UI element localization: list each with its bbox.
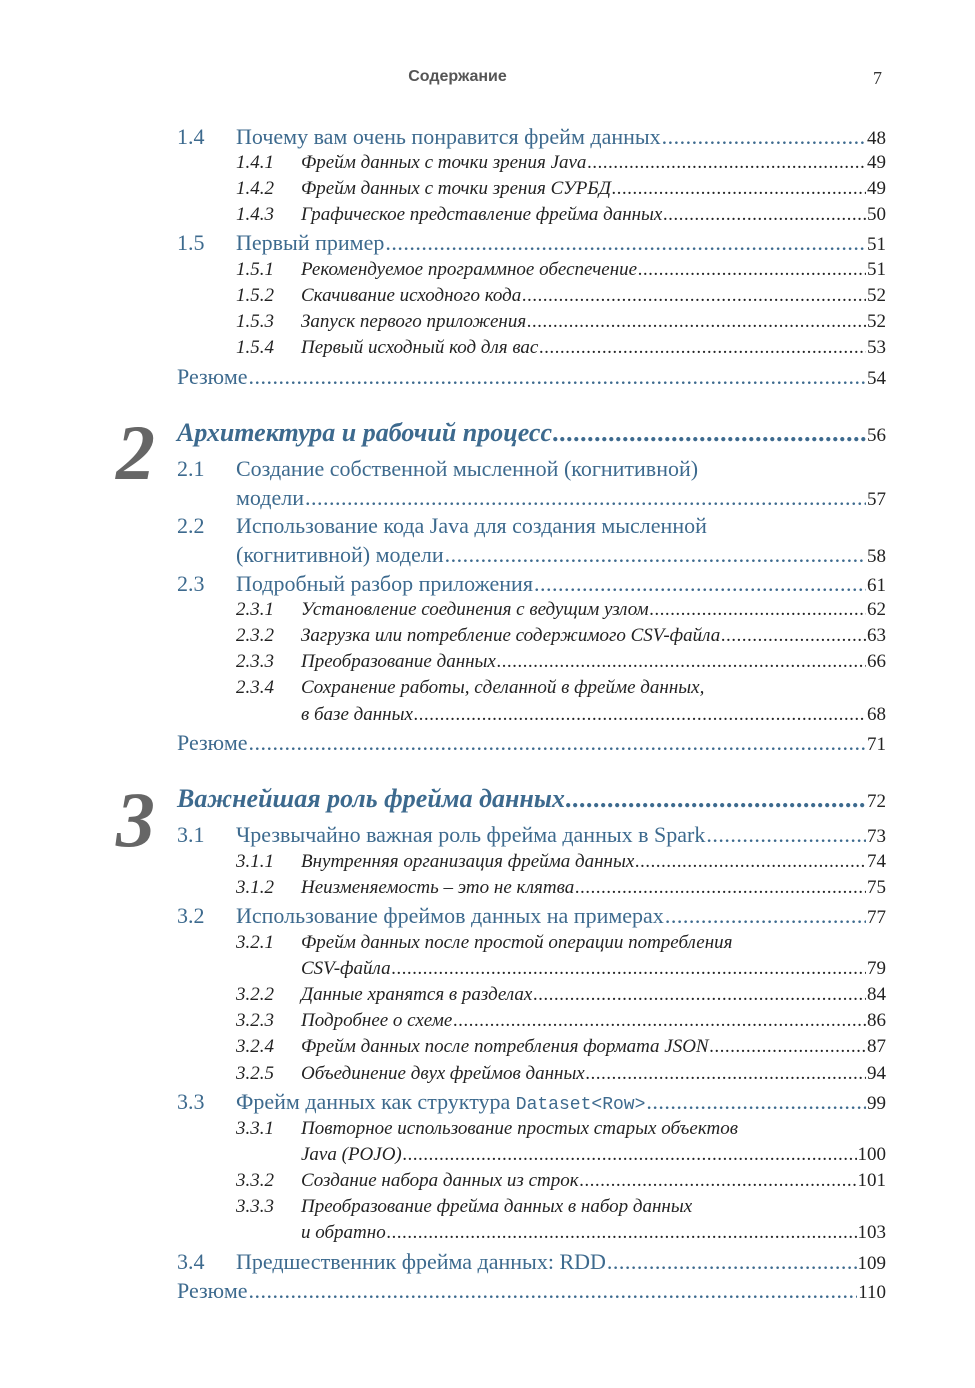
page-ref: 87 — [867, 1036, 886, 1057]
dot-leader — [607, 1249, 857, 1275]
subsection-number: 2.3.3 — [236, 651, 274, 672]
dot-leader — [665, 903, 866, 929]
dot-leader — [646, 1089, 866, 1115]
subsection-title-line-2: Java (POJO) — [301, 1144, 402, 1165]
subsection-number: 1.5.4 — [236, 337, 274, 358]
dot-leader — [387, 1222, 857, 1244]
page-ref: 79 — [867, 958, 886, 979]
dot-leader — [522, 285, 866, 307]
section-number: 3.4 — [177, 1249, 205, 1274]
dot-leader — [710, 1036, 866, 1058]
subsection-title: Неизменяемость – это не клятва — [301, 877, 575, 898]
dot-leader — [662, 124, 866, 150]
section-title: Предшественник фрейма данных: RDD — [236, 1249, 606, 1274]
subsection-number: 1.4.3 — [236, 204, 274, 225]
subsection-title: Установление соединения с ведущим узлом — [301, 599, 649, 620]
dot-leader — [385, 230, 866, 256]
page-ref: 62 — [867, 599, 886, 620]
subsection-title-line-1: Преобразование фрейма данных в набор данных — [301, 1196, 693, 1217]
page-ref: 101 — [857, 1170, 886, 1191]
subsection-number: 3.3.2 — [236, 1170, 274, 1191]
page-ref: 74 — [867, 851, 886, 872]
dot-leader — [721, 625, 866, 647]
page-ref: 109 — [857, 1253, 886, 1274]
page-ref: 110 — [858, 1282, 886, 1303]
dot-leader — [650, 599, 866, 621]
subsection-title: Скачивание исходного кода — [301, 285, 522, 306]
subsection-title: Создание набора данных из строк — [301, 1170, 579, 1191]
page-ref: 49 — [867, 152, 886, 173]
subsection-number: 2.3.1 — [236, 599, 274, 620]
page-ref: 66 — [867, 651, 886, 672]
section-title-line-2: модели — [236, 485, 304, 510]
dot-leader — [249, 364, 866, 390]
chapter-number: 3 — [116, 776, 155, 863]
subsection-title-line-2: и обратно — [301, 1222, 386, 1243]
page-ref: 94 — [867, 1063, 886, 1084]
subsection-number: 1.5.1 — [236, 259, 274, 280]
page-number: 7 — [873, 68, 882, 88]
running-title: Содержание — [408, 68, 507, 85]
subsection-number: 3.2.1 — [236, 932, 274, 953]
subsection-number: 3.3.3 — [236, 1196, 274, 1217]
subsection-title: Преобразование данных — [301, 651, 496, 672]
subsection-title: Объединение двух фреймов данных — [301, 1063, 585, 1084]
section-number: 2.3 — [177, 571, 205, 596]
dot-leader — [566, 784, 866, 814]
section-number: 1.4 — [177, 124, 205, 149]
page-ref: 71 — [867, 734, 886, 755]
subsection-number: 3.2.3 — [236, 1010, 274, 1031]
page-ref: 49 — [867, 178, 886, 199]
page-ref: 63 — [867, 625, 886, 646]
subsection-title: Загрузка или потребление содержимого CSV-файла — [301, 625, 721, 646]
page-ref: 68 — [867, 704, 886, 725]
subsection-title-line-1: Повторное использование простых старых объектов — [301, 1118, 738, 1139]
page-ref: 48 — [867, 128, 886, 149]
dot-leader — [392, 958, 866, 980]
subsection-title: Графическое представление фрейма данных — [301, 204, 663, 225]
subsection-number: 1.4.1 — [236, 152, 274, 173]
subsection-number: 3.3.1 — [236, 1118, 274, 1139]
page-ref: 54 — [867, 368, 886, 389]
chapter-title: Архитектура и рабочий процесс — [177, 418, 552, 447]
subsection-number: 1.5.3 — [236, 311, 274, 332]
section-number: 3.1 — [177, 822, 205, 847]
dot-leader — [706, 822, 866, 848]
dot-leader — [527, 311, 866, 333]
dot-leader — [445, 542, 866, 568]
dot-leader — [305, 485, 866, 511]
subsection-title: Фрейм данных с точки зрения СУРБД — [301, 178, 611, 199]
page-ref: 61 — [867, 575, 886, 596]
section-number: 3.2 — [177, 903, 205, 928]
chapter-number: 2 — [116, 409, 155, 496]
dot-leader — [539, 337, 866, 359]
subsection-title: Первый исходный код для вас — [301, 337, 539, 358]
page-ref: 51 — [867, 259, 886, 280]
subsection-number: 3.2.5 — [236, 1063, 274, 1084]
section-title-line-1: Использование кода Java для создания мысленной — [236, 513, 707, 538]
dot-leader — [553, 418, 866, 448]
section-number: 1.5 — [177, 230, 205, 255]
summary-title: Резюме — [177, 1278, 248, 1303]
dot-leader — [249, 1278, 858, 1304]
dot-leader — [580, 1170, 857, 1192]
dot-leader — [534, 571, 866, 597]
subsection-title: Фрейм данных с точки зрения Java — [301, 152, 587, 173]
section-title-line-2: (когнитивной) модели — [236, 542, 444, 567]
dot-leader — [403, 1144, 857, 1166]
subsection-title-line-2: CSV-файла — [301, 958, 391, 979]
dot-leader — [497, 651, 866, 673]
section-title-line-1: Создание собственной мысленной (когнитивной) — [236, 456, 699, 481]
dot-leader — [533, 984, 866, 1006]
page-ref: 84 — [867, 984, 886, 1005]
dot-leader — [586, 1063, 866, 1085]
subsection-title: Рекомендуемое программное обеспечение — [301, 259, 638, 280]
page-ref: 103 — [857, 1222, 886, 1243]
section-title: Чрезвычайно важная роль фрейма данных в Spark — [236, 822, 706, 847]
page-ref: 50 — [867, 204, 886, 225]
page-ref: 72 — [867, 791, 886, 812]
section-title-text: Фрейм данных как структура — [236, 1089, 511, 1114]
dot-leader — [612, 178, 866, 200]
page-ref: 56 — [867, 425, 886, 446]
page-ref: 58 — [867, 546, 886, 567]
section-title: Подробный разбор приложения — [236, 571, 533, 596]
subsection-title-line-2: в базе данных — [301, 704, 413, 725]
subsection-title-line-1: Фрейм данных после простой операции потребления — [301, 932, 733, 953]
subsection-title: Внутренняя организация фрейма данных — [301, 851, 635, 872]
page-ref: 52 — [867, 311, 886, 332]
page-ref: 100 — [857, 1144, 886, 1165]
section-number: 2.2 — [177, 513, 205, 538]
dot-leader — [249, 730, 866, 756]
dot-leader — [635, 851, 866, 873]
subsection-number: 3.1.2 — [236, 877, 274, 898]
dot-leader — [575, 877, 866, 899]
subsection-number: 2.3.4 — [236, 677, 274, 698]
dot-leader — [638, 259, 866, 281]
section-title: Использование фреймов данных на примерах — [236, 903, 664, 928]
page-ref: 57 — [867, 489, 886, 510]
subsection-number: 1.5.2 — [236, 285, 274, 306]
subsection-title: Подробнее о схеме — [301, 1010, 453, 1031]
summary-title: Резюме — [177, 730, 248, 755]
page-ref: 52 — [867, 285, 886, 306]
section-title: Первый пример — [236, 230, 385, 255]
section-number: 2.1 — [177, 456, 205, 481]
dot-leader — [587, 152, 866, 174]
subsection-number: 2.3.2 — [236, 625, 274, 646]
dot-leader — [663, 204, 866, 226]
subsection-title: Запуск первого приложения — [301, 311, 527, 332]
dot-leader — [414, 704, 866, 726]
page-ref: 73 — [867, 826, 886, 847]
chapter-title: Важнейшая роль фрейма данных — [177, 784, 565, 813]
subsection-number: 1.4.2 — [236, 178, 274, 199]
section-title: Почему вам очень понравится фрейм данных — [236, 124, 661, 149]
page-ref: 51 — [867, 234, 886, 255]
summary-title: Резюме — [177, 364, 248, 389]
page-ref: 86 — [867, 1010, 886, 1031]
page-ref: 75 — [867, 877, 886, 898]
code-dataset-row: Dataset<Row> — [515, 1095, 646, 1115]
page-ref: 53 — [867, 337, 886, 358]
subsection-number: 3.1.1 — [236, 851, 274, 872]
subsection-title: Фрейм данных после потребления формата JSON — [301, 1036, 709, 1057]
page-ref: 77 — [867, 907, 886, 928]
subsection-number: 3.2.4 — [236, 1036, 274, 1057]
section-number: 3.3 — [177, 1089, 205, 1114]
subsection-title-line-1: Сохранение работы, сделанной в фрейме данных, — [301, 677, 705, 698]
subsection-title: Данные хранятся в разделах — [301, 984, 533, 1005]
page-ref: 99 — [867, 1093, 886, 1114]
section-title — [236, 1089, 645, 1115]
subsection-number: 3.2.2 — [236, 984, 274, 1005]
dot-leader — [453, 1010, 866, 1032]
